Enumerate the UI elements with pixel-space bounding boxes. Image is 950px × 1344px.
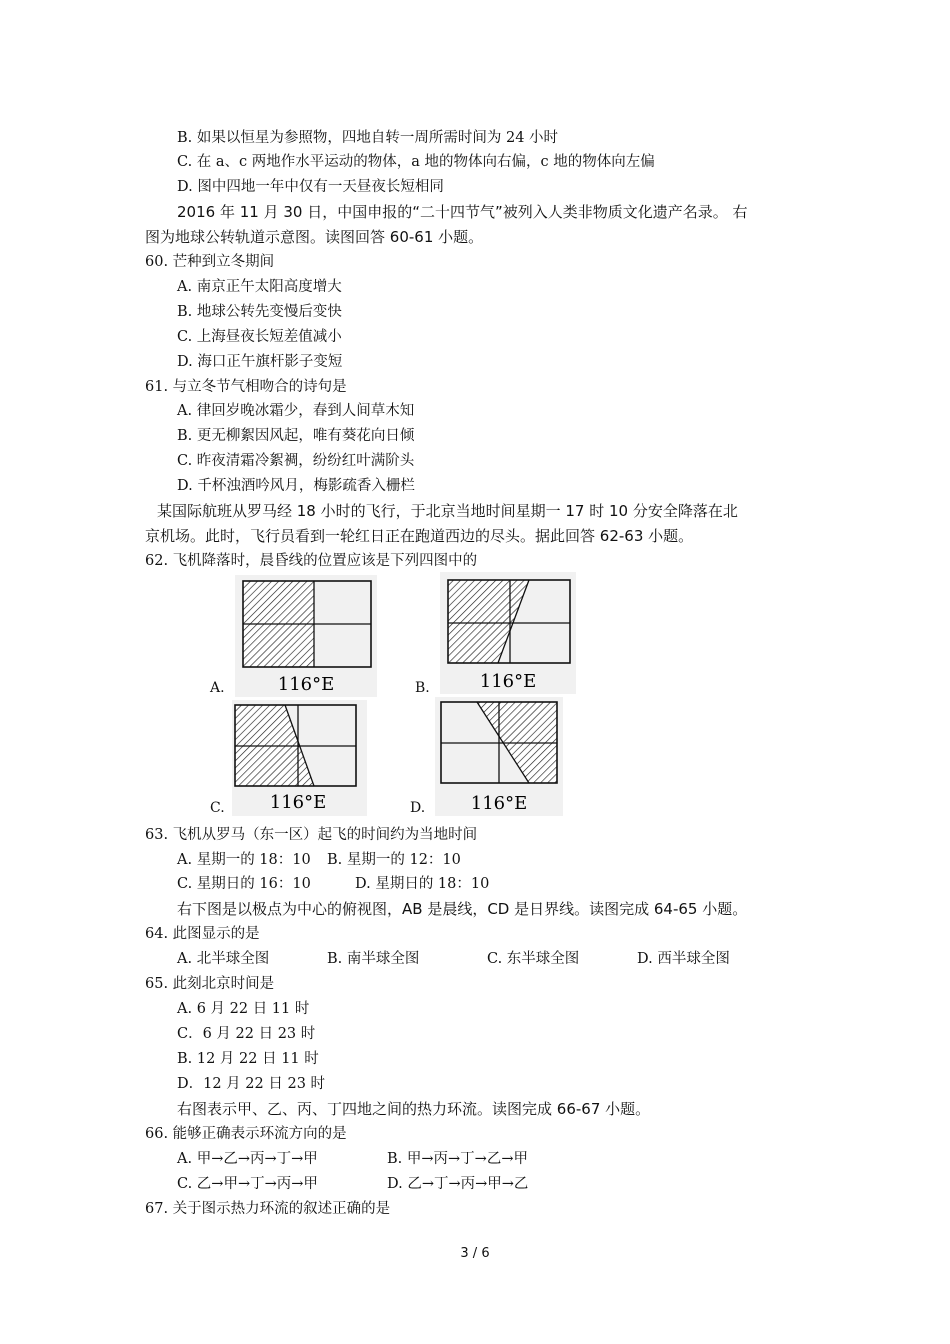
figure-c-diagram	[232, 700, 367, 816]
figure-b-meridian: 116°E	[479, 671, 537, 692]
intro-paragraph-2b: 京机场。此时，飞行员看到一轮红日正在跑道西边的尽头。据此回答 62-63 小题。	[145, 527, 694, 545]
intro-paragraph-2a: 某国际航班从罗马经 18 小时的飞行，于北京当地时间星期一 17 时 10 分安全降落在北	[157, 502, 738, 520]
question-63-options-row-2	[177, 874, 489, 894]
question-64-option-d: D. 西半球全图	[637, 951, 730, 967]
question-65-option-a: A. 6 月 22 日 11 时	[177, 1001, 310, 1017]
question-65-option-d: D．12 月 22 日 23 时	[177, 1076, 326, 1092]
question-66-options-row-1	[177, 1149, 528, 1169]
figure-b-diagram	[440, 572, 576, 694]
question-65-option-b: B. 12 月 22 日 11 时	[177, 1051, 319, 1067]
question-61: 61. 与立冬节气相吻合的诗句是	[145, 379, 347, 395]
intro-paragraph-1b: 图为地球公转轨道示意图。读图回答 60-61 小题。	[145, 228, 484, 246]
option-d-line: D. 图中四地一年中仅有一天昼夜长短相同	[177, 179, 444, 195]
question-63-options-row-1	[177, 850, 461, 870]
option-c-line: C. 在 a、c 两地作水平运动的物体，a 地的物体向右偏，c 地的物体向左偏	[177, 154, 655, 170]
question-63-option-a: A. 星期一的 18：10	[177, 852, 311, 868]
question-66: 66. 能够正确表示环流方向的是	[145, 1126, 347, 1142]
figure-d-diagram	[435, 697, 563, 816]
figure-c-label: C.	[210, 800, 225, 816]
question-60-option-a: A. 南京正午太阳高度增大	[177, 279, 342, 295]
question-66-option-d: D. 乙→丁→丙→甲→乙	[387, 1176, 529, 1192]
question-60: 60. 芒种到立冬期间	[145, 254, 275, 270]
figure-option-b	[415, 572, 585, 700]
figure-a-meridian: 116°E	[277, 674, 335, 695]
question-64-option-c: C. 东半球全图	[487, 951, 580, 967]
question-64-option-a: A. 北半球全图	[177, 951, 270, 967]
question-62: 62. 飞机降落时，晨昏线的位置应该是下列四图中的	[145, 553, 478, 569]
question-66-option-a: A. 甲→乙→丙→丁→甲	[177, 1151, 318, 1167]
question-63: 63. 飞机从罗马（东一区）起飞的时间约为当地时间	[145, 827, 478, 843]
question-66-option-c: C. 乙→甲→丁→丙→甲	[177, 1176, 318, 1192]
question-61-option-a: A. 律回岁晚冰霜少，春到人间草木知	[177, 403, 415, 419]
figure-option-c	[210, 700, 370, 818]
question-61-option-b: B. 更无柳絮因风起，唯有葵花向日倾	[177, 428, 415, 444]
figure-a-diagram	[235, 575, 377, 697]
figure-a-label: A.	[210, 680, 225, 696]
question-66-option-b: B. 甲→丙→丁→乙→甲	[387, 1151, 528, 1167]
question-65-option-c: C．6 月 22 日 23 时	[177, 1026, 316, 1042]
question-60-option-b: B. 地球公转先变慢后变快	[177, 304, 342, 320]
option-b-line: B. 如果以恒星为参照物，四地自转一周所需时间为 24 小时	[177, 130, 559, 146]
figure-b-label: B.	[415, 680, 430, 696]
figure-d-label: D.	[410, 800, 426, 816]
question-60-option-c: C. 上海昼夜长短差值减小	[177, 329, 342, 345]
question-64-options-row	[177, 949, 730, 969]
question-61-option-d: D. 千杯浊酒吟风月，梅影疏香入栅栏	[177, 478, 415, 494]
question-64: 64. 此图显示的是	[145, 926, 260, 942]
question-60-option-d: D. 海口正午旗杆影子变短	[177, 354, 343, 370]
question-63-option-b: B. 星期一的 12：10	[327, 852, 461, 868]
question-66-options-row-2	[177, 1174, 528, 1194]
intro-paragraph-3: 右下图是以极点为中心的俯视图，AB 是晨线，CD 是日界线。读图完成 64-65 小题。	[177, 900, 748, 918]
question-61-option-c: C. 昨夜清霜冷絮裯，纷纷红叶满阶头	[177, 453, 415, 469]
intro-paragraph-1a: 2016 年 11 月 30 日，中国申报的“二十四节气”被列入人类非物质文化遗产名录。 右	[177, 203, 748, 221]
question-63-option-d: D. 星期日的 18：10	[355, 876, 490, 892]
figure-option-a	[210, 575, 380, 700]
question-63-option-c: C. 星期日的 16：10	[177, 876, 311, 892]
question-67: 67. 关于图示热力环流的叙述正确的是	[145, 1201, 391, 1217]
figure-c-meridian: 116°E	[269, 792, 327, 813]
figure-d-meridian: 116°E	[470, 793, 528, 814]
question-65: 65. 此刻北京时间是	[145, 976, 275, 992]
figure-option-d	[410, 697, 570, 818]
question-64-option-b: B. 南半球全图	[327, 951, 420, 967]
intro-paragraph-4: 右图表示甲、乙、丙、丁四地之间的热力环流。读图完成 66-67 小题。	[177, 1100, 651, 1118]
page-number: 3 / 6	[460, 1246, 490, 1261]
